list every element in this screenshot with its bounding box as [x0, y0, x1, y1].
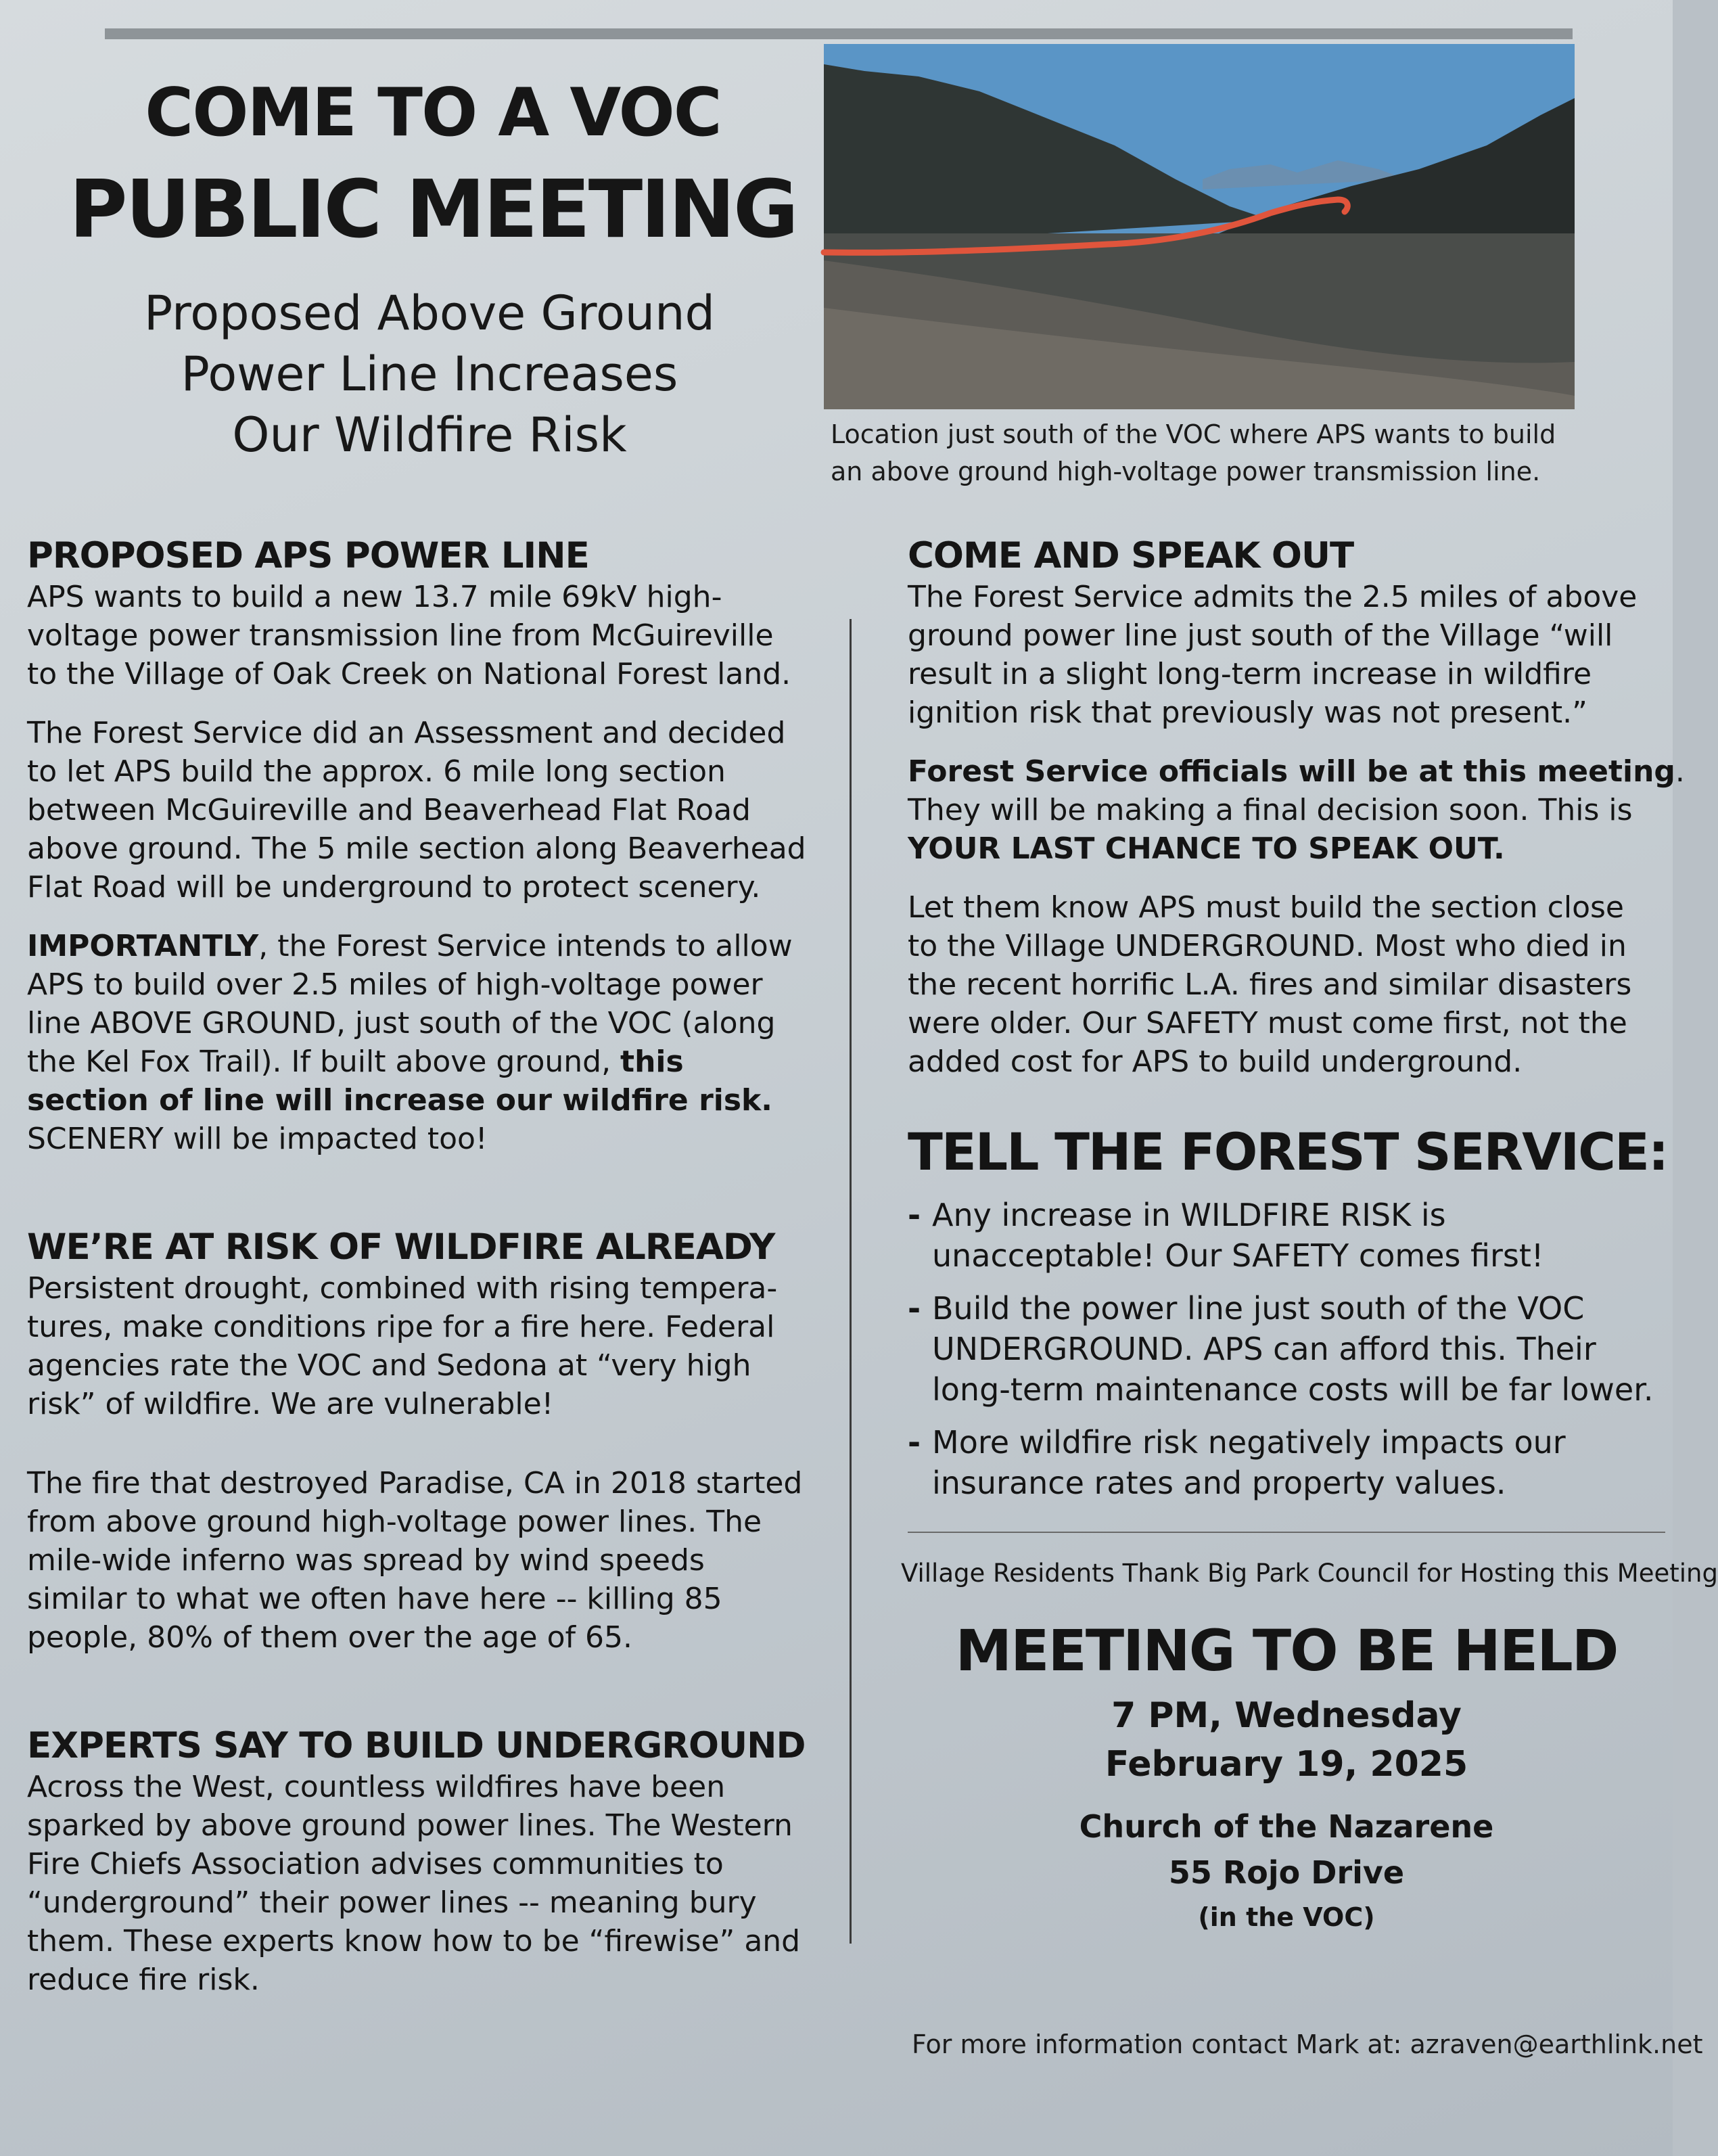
text-line: to the Village of Oak Creek on National Forest land.	[27, 657, 791, 691]
divider-rule	[908, 1532, 1665, 1533]
bold-run: this	[620, 1045, 684, 1079]
text-line: to the Village UNDERGROUND. Most who died in	[908, 929, 1627, 963]
meeting-address: 55 Rojo Drive	[1168, 1854, 1405, 1891]
text-line: result in a slight long-term increase in wildfire	[908, 657, 1592, 691]
speak-paragraph-2	[908, 752, 1685, 868]
meeting-place: Church of the Nazarene	[1079, 1808, 1494, 1845]
text-run: .	[1675, 754, 1685, 789]
meeting-heading: MEETING TO BE HELD	[955, 1618, 1618, 1684]
subtitle-line: Power Line Increases	[181, 346, 678, 402]
column-divider	[850, 619, 852, 1944]
text-line: Persistent drought, combined with rising tempera-	[27, 1271, 778, 1306]
text-line: tures, make conditions ripe for a fire here. Federal	[27, 1310, 775, 1344]
meeting-area: (in the VOC)	[1198, 1902, 1375, 1932]
meeting-date: February 19, 2025	[1105, 1744, 1468, 1785]
bullet-dash: -	[908, 1290, 921, 1327]
speak-paragraph-3	[908, 888, 1665, 1081]
text-line: Build the power line just south of the VOC	[932, 1290, 1585, 1327]
section-heading-experts: EXPERTS SAY TO BUILD UNDERGROUND	[27, 1725, 806, 1766]
speak-paragraph-1	[908, 578, 1665, 732]
text-line: SCENERY will be impacted too!	[27, 1122, 488, 1156]
text-line: ground power line just south of the Village “will	[908, 618, 1613, 653]
text-run: the Kel Fox Trail). If built above ground,	[27, 1045, 621, 1079]
experts-paragraph	[27, 1768, 839, 1999]
text-line: line ABOVE GROUND, just south of the VOC (along	[27, 1006, 776, 1040]
text-line: above ground. The 5 mile section along Beaverhead	[27, 831, 806, 866]
text-line: The Forest Service admits the 2.5 miles of above	[908, 580, 1638, 614]
bullet-item	[908, 1195, 1665, 1276]
text-line	[908, 829, 1665, 868]
text-line: people, 80% of them over the age of 65.	[27, 1620, 632, 1655]
subtitle-line: Our Wildfire Risk	[232, 407, 627, 463]
photo-caption	[831, 416, 1588, 490]
bold-run: YOUR LAST CHANCE TO SPEAK OUT.	[908, 831, 1505, 866]
proposed-paragraph-2	[27, 714, 839, 907]
text-line: APS wants to build a new 13.7 mile 69kV high-	[27, 580, 722, 614]
text-line: the recent horrific L.A. fires and similar disasters	[908, 967, 1632, 1002]
text-line: Across the West, countless wildfires have been	[27, 1770, 726, 1804]
text-line: APS to build over 2.5 miles of high-voltage power	[27, 967, 763, 1002]
text-line: between McGuireville and Beaverhead Flat Road	[27, 793, 751, 827]
text-line: sparked by above ground power lines. The Western	[27, 1808, 793, 1843]
risk-paragraph-2	[27, 1464, 839, 1657]
top-border-bar	[105, 28, 1573, 39]
bold-run: Forest Service officials will be at this meeting	[908, 754, 1675, 789]
text-run: , the Forest Service intends to allow	[258, 929, 793, 963]
bullet-dash: -	[908, 1197, 921, 1233]
subtitle-line: Proposed Above Ground	[144, 285, 715, 341]
text-line: Any increase in WILDFIRE RISK is	[932, 1197, 1446, 1233]
text-line: unacceptable! Our SAFETY comes first!	[932, 1237, 1544, 1274]
text-line	[27, 1081, 839, 1120]
text-line: reduce fire risk.	[27, 1963, 260, 1997]
text-line: insurance rates and property values.	[932, 1465, 1506, 1501]
text-line: were older. Our SAFETY must come first, not the	[908, 1006, 1627, 1040]
proposed-paragraph-1	[27, 578, 839, 693]
contact-info: For more information contact Mark at: azraven@earthlink.net	[912, 2029, 1703, 2059]
caption-line: an above ground high-voltage power transmission line.	[831, 457, 1541, 486]
section-heading-tell: TELL THE FOREST SERVICE:	[908, 1122, 1668, 1182]
right-column	[901, 534, 1718, 1939]
bullet-item	[908, 1422, 1665, 1503]
subtitle	[88, 283, 771, 465]
bullet-item	[908, 1288, 1665, 1410]
text-line: them. These experts know how to be “firewise” and	[27, 1924, 801, 1958]
text-line: The fire that destroyed Paradise, CA in 2018 started	[27, 1466, 803, 1500]
left-column	[27, 534, 839, 1999]
text-line: added cost for APS to build underground.	[908, 1045, 1523, 1079]
importantly-bold: IMPORTANTLY	[27, 929, 259, 963]
landscape-photo	[824, 44, 1575, 409]
text-line: More wildfire risk negatively impacts our	[932, 1424, 1566, 1461]
text-line	[908, 752, 1685, 791]
section-heading-proposed: PROPOSED APS POWER LINE	[27, 535, 589, 576]
title-line-1: COME TO A VOC	[145, 74, 721, 152]
text-line: The Forest Service did an Assessment and decided	[27, 716, 786, 750]
text-line	[27, 927, 839, 965]
section-heading-speak: COME AND SPEAK OUT	[908, 535, 1354, 576]
text-line: “underground” their power lines -- meaning bury	[27, 1885, 757, 1920]
text-line: to let APS build the approx. 6 mile long section	[27, 754, 726, 789]
text-line: They will be making a final decision soon. This is	[908, 793, 1633, 827]
proposed-paragraph-3	[27, 927, 839, 1158]
text-line: risk” of wildfire. We are vulnerable!	[27, 1387, 554, 1421]
text-line: mile-wide inferno was spread by wind speeds	[27, 1543, 705, 1578]
text-line: similar to what we often have here -- killing 85	[27, 1582, 722, 1616]
text-line: agencies rate the VOC and Sedona at “very high	[27, 1348, 751, 1383]
risk-paragraph-1	[27, 1269, 839, 1423]
caption-line: Location just south of the VOC where APS wants to build	[831, 419, 1556, 449]
text-line: from above ground high-voltage power lines. The	[27, 1505, 762, 1539]
bold-run: section of line will increase our wildfire risk.	[27, 1083, 773, 1118]
landscape-illustration	[824, 44, 1575, 409]
text-line	[27, 1042, 839, 1081]
section-heading-risk: WE’RE AT RISK OF WILDFIRE ALREADY	[27, 1226, 775, 1268]
meeting-time: 7 PM, Wednesday	[1111, 1695, 1462, 1736]
title-line-2: PUBLIC MEETING	[69, 162, 797, 256]
thanks-note: Village Residents Thank Big Park Council for Hosting this Meeting	[901, 1559, 1718, 1588]
text-line: Let them know APS must build the section close	[908, 890, 1624, 925]
text-line: voltage power transmission line from McGuireville	[27, 618, 774, 653]
text-line: Fire Chiefs Association advises communities to	[27, 1847, 724, 1881]
text-line: long-term maintenance costs will be far lower.	[932, 1371, 1654, 1408]
text-line: Flat Road will be underground to protect scenery.	[27, 870, 761, 904]
text-line: UNDERGROUND. APS can afford this. Their	[932, 1331, 1596, 1367]
bullet-dash: -	[908, 1424, 921, 1461]
text-line: ignition risk that previously was not present.”	[908, 695, 1587, 730]
